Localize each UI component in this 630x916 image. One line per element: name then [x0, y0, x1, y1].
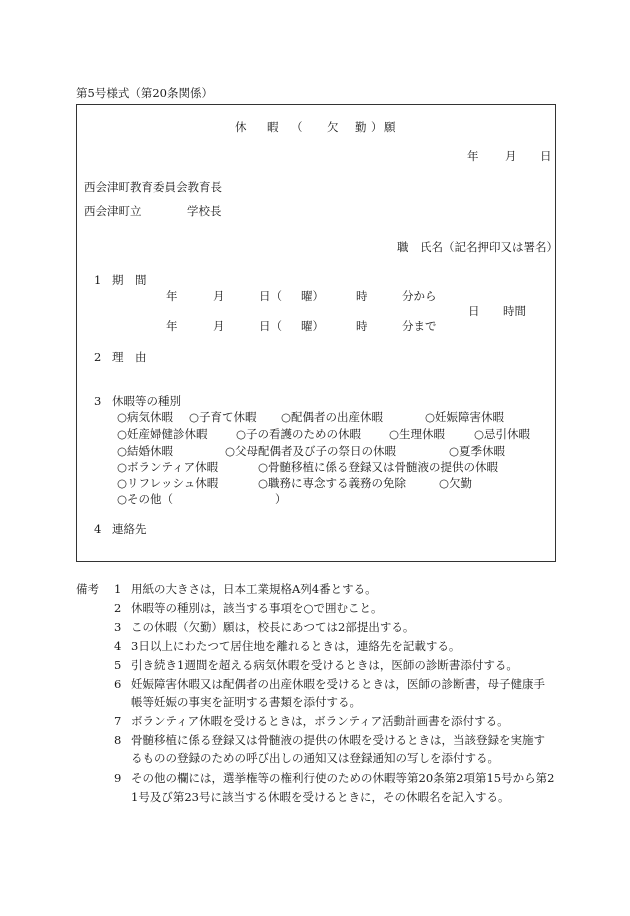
title-char: 願 [384, 120, 396, 134]
addressee-line-2-prefix: 西会津町立 [84, 204, 142, 218]
period-total-hours: 時間 [503, 304, 526, 318]
leave-option[interactable]: ○生理休暇 [389, 427, 446, 441]
leave-option[interactable]: ○父母配偶者及び子の祭日の休暇 [225, 444, 397, 458]
period-to-day: 日（ [259, 319, 282, 333]
period-total-days: 日 [468, 304, 480, 318]
leave-option[interactable]: ○ボランティア休暇 [117, 460, 219, 474]
period-from-year: 年 [166, 289, 178, 303]
note-number: 5 [114, 658, 122, 672]
leave-option[interactable]: ○骨髄移植に係る登録又は骨髄液の提供の休暇 [258, 460, 499, 474]
leave-option[interactable]: ○子の看護のための休暇 [236, 427, 362, 441]
leave-option-other-close: ） [275, 492, 287, 506]
note-text: 1号及び第23号に該当する休暇を受けるときに，その休暇名を記入する。 [131, 790, 510, 804]
reason-number: 2 [94, 350, 102, 364]
note-text: 3日以上にわたつて居住地を離れるときは，連絡先を記載する。 [131, 639, 461, 653]
leave-option[interactable]: ○妊娠障害休暇 [425, 410, 505, 424]
period-from-day: 日（ [259, 289, 282, 303]
reason-label: 理 由 [112, 350, 147, 364]
period-from-month: 月 [213, 289, 225, 303]
leave-option[interactable]: ○忌引休暇 [474, 427, 531, 441]
addressee-line-1: 西会津町教育委員会教育長 [84, 180, 222, 194]
date-year-label: 年 [467, 149, 479, 163]
period-from-minute: 分から [402, 289, 437, 303]
period-to-year: 年 [166, 319, 178, 333]
period-from-hour: 時 [356, 289, 368, 303]
note-number: 7 [114, 714, 122, 728]
leave-option[interactable]: ○夏季休暇 [449, 444, 506, 458]
leave-types-number: 3 [94, 394, 102, 408]
note-number: 3 [114, 620, 122, 634]
period-to-minute: 分まで [402, 319, 437, 333]
note-text: 骨髄移植に係る登録又は骨髄液の提供の休暇を受けるときは，当該登録を実施す [131, 733, 545, 747]
leave-option[interactable]: ○配偶者の出産休暇 [281, 410, 384, 424]
period-number: 1 [94, 273, 102, 287]
leave-option[interactable]: ○結婚休暇 [117, 444, 174, 458]
form-number: 第5号様式（第20条関係） [76, 86, 213, 100]
title-char: 勤 [355, 120, 367, 134]
note-number: 4 [114, 639, 122, 653]
date-month-label: 月 [505, 149, 517, 163]
note-number: 6 [114, 677, 122, 691]
title-char: ） [371, 120, 383, 134]
leave-option[interactable]: ○欠勤 [439, 476, 473, 490]
note-text: 用紙の大きさは，日本工業規格A列4番とする。 [131, 582, 377, 596]
title-char: 暇 [267, 120, 279, 134]
note-text: その他の欄には，選挙権等の権利行使のための休暇等第20条第2項第15号から第2 [131, 771, 555, 785]
leave-option[interactable]: ○リフレッシュ休暇 [117, 476, 219, 490]
note-number: 2 [114, 601, 122, 615]
note-text: ボランティア休暇を受けるときは，ボランティア活動計画書を添付する。 [131, 714, 509, 728]
leave-option[interactable]: ○子育て休暇 [189, 410, 257, 424]
title-char: 欠 [327, 120, 339, 134]
contact-label: 連絡先 [112, 522, 147, 536]
note-text: 休暇等の種別は，該当する事項を○で囲むこと。 [131, 601, 383, 615]
leave-option-other[interactable]: ○その他（ [117, 492, 174, 506]
date-day-label: 日 [540, 149, 552, 163]
leave-option[interactable]: ○病気休暇 [117, 410, 174, 424]
title-char: 休 [235, 120, 247, 134]
contact-number: 4 [94, 522, 102, 536]
title-char: （ [291, 120, 303, 134]
period-label: 期 間 [112, 273, 147, 287]
leave-option[interactable]: ○妊産婦健診休暇 [117, 427, 208, 441]
note-number: 8 [114, 733, 122, 747]
leave-types-label: 休暇等の種別 [112, 394, 181, 408]
note-number: 1 [114, 582, 122, 596]
period-to-month: 月 [213, 319, 225, 333]
note-text: 帳等妊娠の事実を証明する書類を添付する。 [131, 695, 361, 709]
note-number: 9 [114, 771, 122, 785]
note-text: この休暇（欠勤）願は，校長にあつては2部提出する。 [131, 620, 415, 634]
period-to-hour: 時 [356, 319, 368, 333]
addressee-line-2-suffix: 学校長 [187, 204, 222, 218]
note-text: るものの登録のための呼び出しの通知又は登録通知の写しを添付する。 [131, 751, 499, 765]
leave-option[interactable]: ○職務に専念する義務の免除 [258, 476, 407, 490]
note-text: 引き続き1週間を超える病気休暇を受けるときは，医師の診断書添付する。 [131, 658, 518, 672]
period-to-weekday: 曜） [301, 319, 324, 333]
form-frame [76, 104, 556, 562]
period-from-weekday: 曜） [301, 289, 324, 303]
note-text: 妊娠障害休暇又は配偶者の出産休暇を受けるときは，医師の診断書，母子健康手 [131, 677, 545, 691]
signature-label: 職 氏名（記名押印又は署名） [397, 240, 558, 254]
notes-label: 備考 [76, 582, 99, 596]
